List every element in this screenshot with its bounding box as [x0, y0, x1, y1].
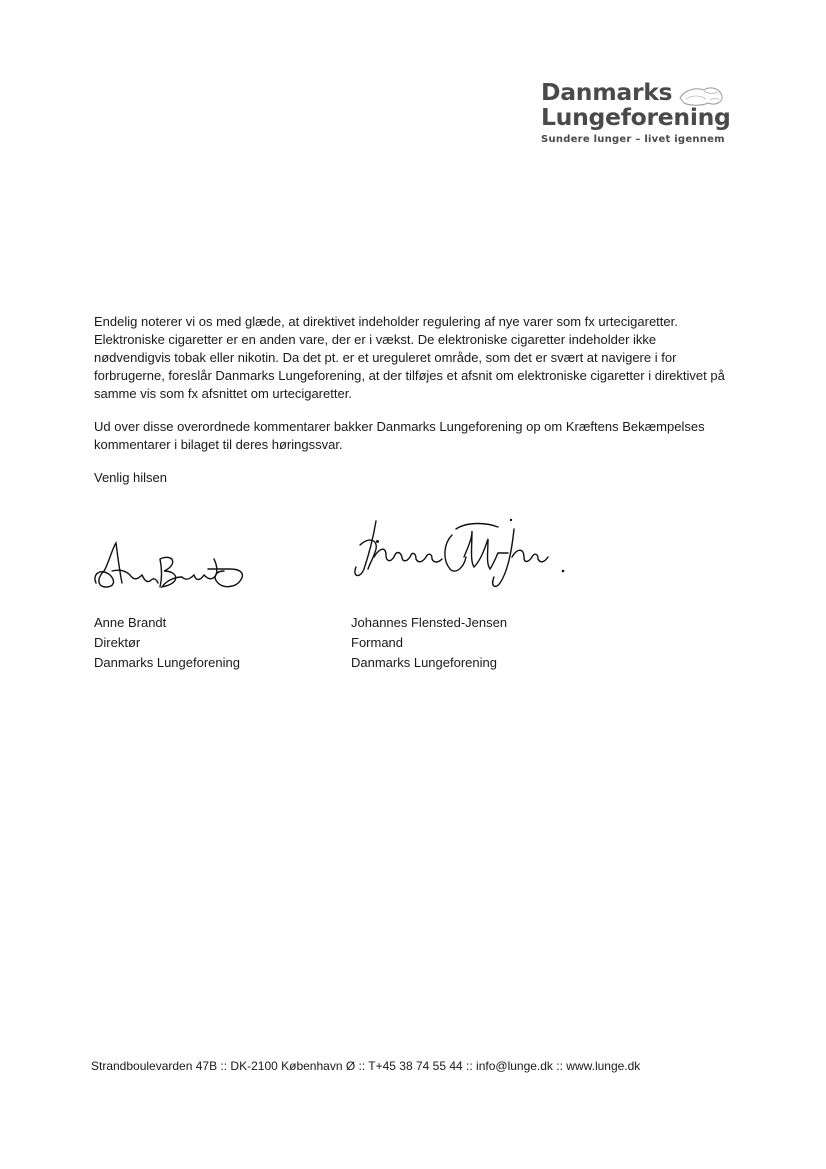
logo-name-line1: Danmarks	[541, 78, 673, 106]
body-paragraph: Endelig noterer vi os med glæde, at direktivet indeholder regulering af nye varer som fx urtecigaretter. Elektroniske cigaretter er en anden vare, der er i vækst. De elektroniske cigaretter indeholder ikke nødvendigvis tobak eller nikotin. Da det pt. er et ureguleret område, som det er svært at navigere i for forbrugerne, foreslår Danmarks Lungeforening, at der tilføjes et afsnit om elektroniske cigaretter i direktivet på samme vis som fx afsnittet om urtecigaretter.	[94, 314, 725, 401]
letter-footer-contact: Strandboulevarden 47B :: DK-2100 København Ø :: T+45 38 74 55 44 :: info@lunge.dk :: www.lunge.dk	[91, 1059, 641, 1073]
logo-tagline: Sundere lunger – livet igennem	[541, 134, 725, 145]
organization-logo	[541, 80, 741, 145]
signatory-organization: Danmarks Lungeforening	[351, 655, 497, 670]
letter-body	[94, 313, 734, 502]
signatory-name: Anne Brandt	[94, 615, 167, 630]
signatory-block	[94, 613, 240, 673]
signatory-name: Johannes Flensted-Jensen	[351, 615, 508, 630]
signatory-title: Direktør	[94, 635, 141, 650]
signature-anne-brandt	[90, 535, 250, 595]
body-paragraph: Ud over disse overordnede kommentarer bakker Danmarks Lungeforening op om Kræftens Bekæmpelses kommentarer i bilaget til deres høringssvar.	[94, 419, 705, 452]
closing-salutation: Venlig hilsen	[94, 470, 167, 485]
signature-dot-mark	[376, 540, 379, 543]
signatory-block	[351, 613, 507, 673]
signatory-title: Formand	[351, 635, 404, 650]
logo-name-line2: Lungeforening	[541, 103, 731, 131]
signature-johannes-flensted-jensen	[348, 517, 573, 595]
lungs-logo-icon	[676, 84, 726, 108]
signatory-organization: Danmarks Lungeforening	[94, 655, 240, 670]
